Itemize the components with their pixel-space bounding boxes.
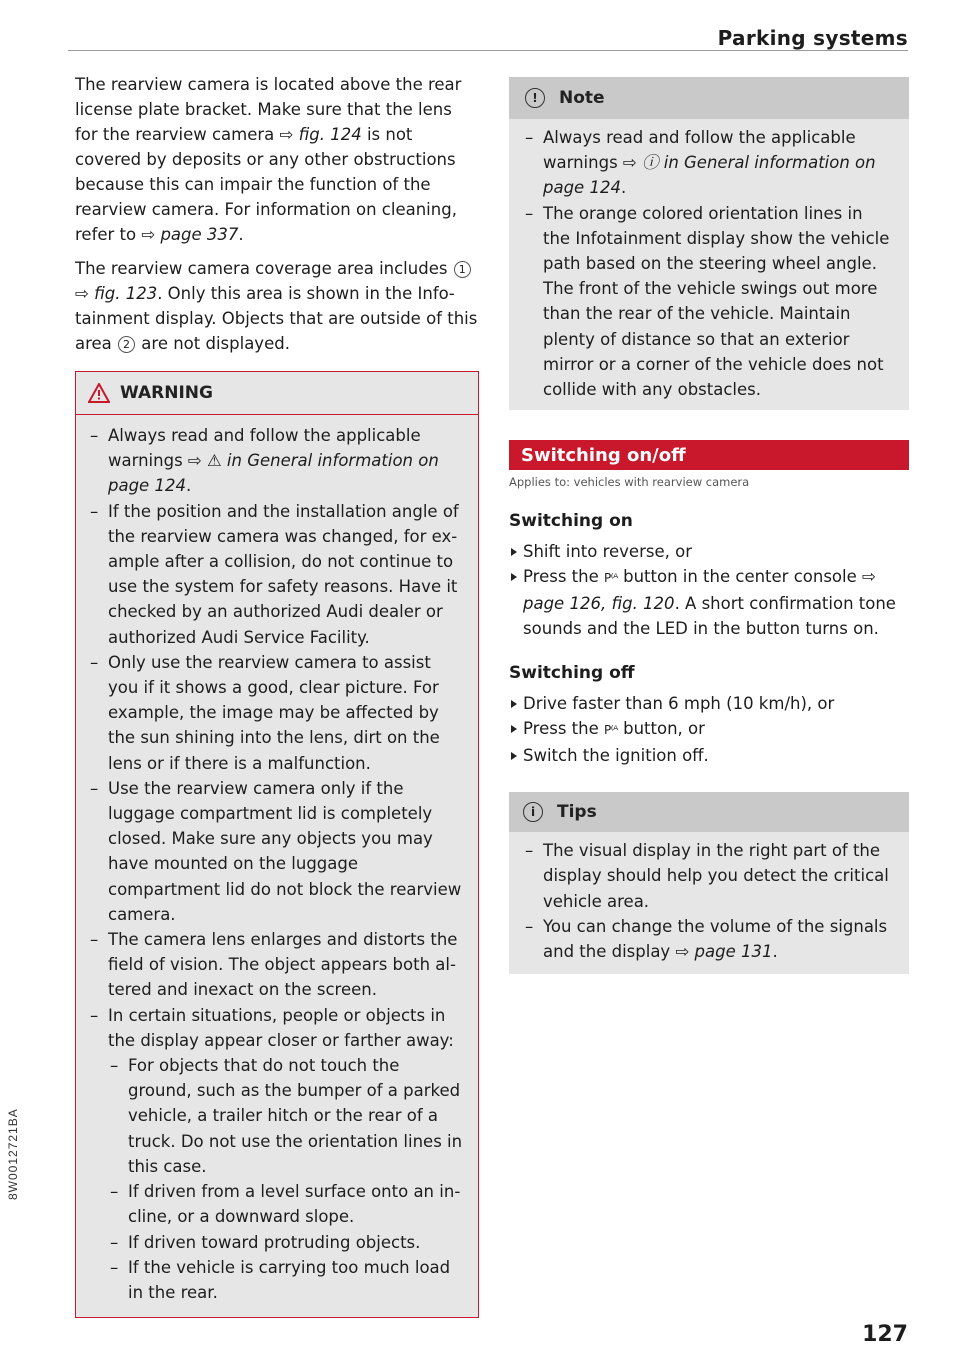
tips-header xyxy=(509,792,909,832)
section-title-bar: Switching on/off xyxy=(509,440,909,470)
left-column xyxy=(75,72,479,1318)
switching-off-steps xyxy=(509,691,909,768)
warning-list xyxy=(88,423,466,1305)
coverage-area-paragraph: The rearview camera coverage area includes 1 ⇨ fig. 123. Only this area is shown in the Infotainment display. Objects that are outside of this area 2 are not displayed. xyxy=(75,259,478,353)
fig-123-link[interactable]: ⇨ fig. 123 xyxy=(75,284,158,303)
list-item: Drive faster than 6 mph (10 km/h), or xyxy=(509,691,909,716)
info-icon: i xyxy=(523,802,543,822)
list-item: Press the P⁽ᴬ button, or xyxy=(509,716,909,743)
list-item: – If driven toward protruding objects. xyxy=(108,1230,466,1255)
note-exclamation-icon: ! xyxy=(525,88,545,108)
list-item: – Always read and follow the applicable warnings ⇨ ⚠ in General information on page 124. xyxy=(88,423,466,499)
list-item: – If driven from a level surface onto an incline, or a downward slope. xyxy=(108,1179,466,1229)
list-item: Switch the ignition off. xyxy=(509,743,909,768)
list-item: – For objects that do not touch the ground, such as the bumper of a parked vehicle, a trailer hitch or the rear of a truck. Do not use the orientation lines in this case. xyxy=(108,1053,466,1179)
switching-off-heading: Switching off xyxy=(509,663,635,684)
switching-on-heading: Switching on xyxy=(509,511,633,532)
list-item: – You can change the volume of the signals and the display ⇨ page 131. xyxy=(523,914,893,964)
list-item: – If the position and the installation angle of the rearview camera was changed, for example after a collision, do not continue to use the system for safety reasons. Have it checked by an authorized Audi dealer or authorized Audi Service Facility. xyxy=(88,499,466,650)
parking-button-icon: P⁽ᴬ xyxy=(604,723,618,738)
fig-124-link[interactable]: ⇨ fig. 124 xyxy=(279,125,362,144)
note-body xyxy=(509,119,909,410)
parking-button-icon: P⁽ᴬ xyxy=(604,571,618,586)
list-item: – The visual display in the right part of the display should help you detect the critical vehicle area. xyxy=(523,838,893,914)
page-header-title: Parking systems xyxy=(717,26,908,50)
list-item: Shift into reverse, or xyxy=(509,539,909,564)
list-item: – Only use the rearview camera to assist you if it shows a good, clear picture. For example, the image may be affected by the sun shining into the lens, dirt on the lens or if there is a malfunction. xyxy=(88,650,466,776)
warning-body xyxy=(76,415,478,1317)
tips-list xyxy=(523,838,893,964)
camera-location-paragraph: The rearview camera is located above the rear license plate bracket. Make sure that the lens for the rearview camera ⇨ fig. 124 is not covered by deposits or any other obstructions because this can impair the function of the rearview camera. For information on cleaning, refer to ⇨ page 337. xyxy=(75,75,462,244)
list-item: – Always read and follow the applicable warnings ⇨ ⓘ in General information on page 124. xyxy=(523,125,893,201)
list-item: – Use the rearview camera only if the luggage compartment lid is completely closed. Make sure any objects you may have mounted on the luggage compartment lid do not block the rearview camera. xyxy=(88,776,466,927)
tips-box xyxy=(509,792,909,974)
note-title: Note xyxy=(559,88,605,108)
right-column xyxy=(509,77,909,974)
applies-to-label: Applies to: vehicles with rearview camera xyxy=(509,475,750,490)
document-code: 8W0012721BA xyxy=(6,1108,20,1200)
page-126-link[interactable]: ⇨ page 126, fig. 120 xyxy=(523,567,876,614)
note-list xyxy=(523,125,893,402)
general-info-link[interactable]: ⇨ ⓘ in General information on page 124 xyxy=(543,153,876,198)
list-item: – The orange colored orientation lines in the Infotainment display show the vehicle path based on the steering wheel angle. The front of the vehicle swings out more than the rear of the vehicle. Maintain plenty of distance so that an exterior mirror or a corner of the vehicle does not collide with any obstacles. xyxy=(523,201,893,403)
list-item: Press the P⁽ᴬ button in the center console ⇨ page 126, fig. 120. A short confirmation tone sounds and the LED in the button turns on. xyxy=(509,564,909,641)
page-337-link[interactable]: ⇨ page 337 xyxy=(141,225,239,244)
tips-title: Tips xyxy=(557,802,597,823)
list-item: – If the vehicle is carrying too much load in the rear. xyxy=(108,1255,466,1305)
callout-1-icon: 1 xyxy=(454,261,471,278)
general-info-link[interactable]: ⇨ ⚠ in General information on page 124 xyxy=(108,451,439,496)
header-rule xyxy=(68,50,908,51)
warning-box xyxy=(75,371,479,1318)
note-header xyxy=(509,77,909,119)
warning-header xyxy=(76,372,478,415)
warning-sub-list xyxy=(108,1053,466,1305)
page-131-link[interactable]: ⇨ page 131 xyxy=(675,942,773,962)
switching-on-steps xyxy=(509,539,909,641)
note-box xyxy=(509,77,909,410)
callout-2-icon: 2 xyxy=(118,336,135,353)
page-number: 127 xyxy=(862,1322,908,1347)
warning-triangle-icon xyxy=(88,383,110,403)
warning-title: WARNING xyxy=(120,383,213,403)
list-item: – In certain situations, people or objects in the display appear closer or farther away: – For objects that do not touch the ground, such as the bumper of a parked vehicle, a trailer hitch or the rear of a truck. Do not use the orientation lines in this case. – If driven from a level surface onto an incline, or a downward slope. – If driven toward protruding objects. – If the vehicle is carrying too much load in the rear. xyxy=(88,1003,466,1305)
tips-body xyxy=(509,832,909,974)
list-item: – The camera lens enlarges and distorts the field of vision. The object appears both altered and inexact on the screen. xyxy=(88,927,466,1003)
